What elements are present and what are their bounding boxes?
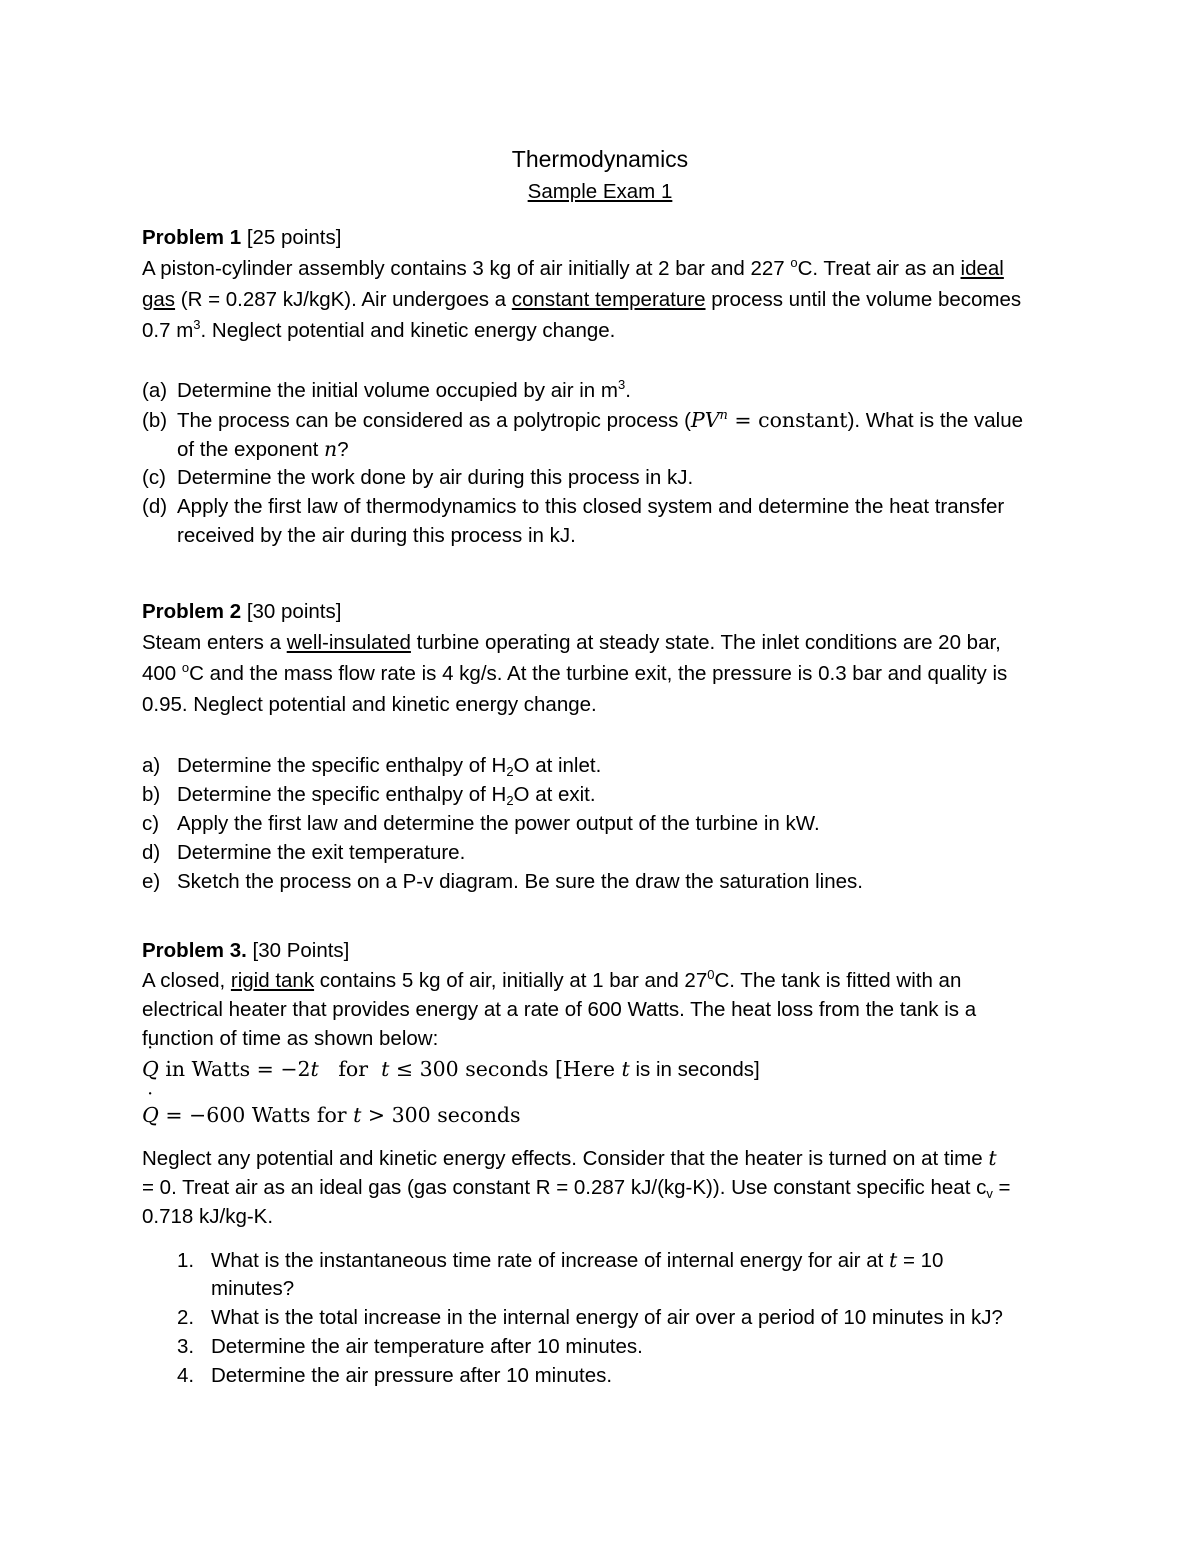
underlined-term: rigid tank	[230, 969, 315, 992]
problem2-item-c	[142, 812, 820, 836]
problem2-line3	[142, 693, 597, 717]
item-text: of the exponent	[177, 438, 325, 461]
math-t: t	[988, 1146, 997, 1170]
item-text: What is the instantaneous time rate of increase of internal energy for air at	[211, 1249, 889, 1272]
math-pv: PV	[690, 408, 720, 432]
math-q-dot: ˙ Q	[142, 1103, 159, 1127]
math-n: n	[324, 437, 338, 461]
item-label: (c)	[142, 466, 166, 489]
item-number: 1.	[177, 1249, 195, 1272]
problem2-item-e	[142, 870, 863, 894]
problem2-heading: Problem 2	[142, 600, 242, 623]
problem1-text: 0.7 m	[142, 319, 194, 342]
underlined-term: gas	[142, 288, 176, 311]
item-text: Determine the air temperature after 10 minutes.	[211, 1335, 643, 1358]
problem2-points: [30 points]	[246, 600, 342, 623]
item-text: Determine the initial volume occupied by air in m	[177, 379, 618, 402]
item-label: e)	[142, 870, 161, 893]
problem1-line1	[142, 257, 1004, 281]
superscript: 3	[617, 377, 626, 392]
problem2-line1	[142, 631, 1001, 655]
problem1-line2	[142, 288, 1021, 312]
problem1-item-c	[142, 466, 693, 490]
problem3-line4	[142, 1146, 997, 1171]
item-text: Sketch the process on a P-v diagram. Be sure the draw the saturation lines.	[177, 870, 863, 893]
item-text: Determine the specific enthalpy of H	[177, 783, 507, 806]
item-label: b)	[142, 783, 161, 806]
math-t: t	[889, 1248, 898, 1272]
math-equals-constant: = constant	[727, 408, 848, 432]
item-text: = 10	[897, 1249, 944, 1272]
problem1-item-a	[142, 379, 631, 403]
item-label: d)	[142, 841, 161, 864]
problem3-heading: Problem 3.	[142, 939, 247, 962]
problem3-text: electrical heater that provides energy at a rate of 600 Watts. The heat loss from the tank is a	[142, 998, 977, 1021]
heat-loss-equation-2	[142, 1103, 521, 1128]
problem3-line2	[142, 998, 976, 1022]
problem2-line2	[142, 662, 1007, 686]
item-text: O at inlet.	[513, 754, 602, 777]
subscript: 2	[506, 793, 514, 808]
problem1-text: process until the volume becomes	[705, 288, 1022, 311]
underlined-term: ideal	[960, 257, 1004, 280]
problem3-item-1-cont	[211, 1277, 294, 1301]
problem2-text: turbine operating at steady state. The inlet conditions are 20 bar,	[410, 631, 1001, 654]
problem3-line1	[142, 969, 961, 993]
problem2-text: 0.95. Neglect potential and kinetic energy change.	[142, 693, 597, 716]
equation-text: for	[318, 1057, 382, 1081]
item-text: The process can be considered as a polytropic process (	[177, 409, 691, 432]
item-text: O at exit.	[513, 783, 596, 806]
problem1-text: A piston-cylinder assembly contains 3 kg of air initially at 2 bar and 227	[142, 257, 791, 280]
item-text: Determine the exit temperature.	[177, 841, 466, 864]
heat-loss-equation-1	[142, 1057, 760, 1082]
item-number: 4.	[177, 1364, 195, 1387]
item-text: Determine the air pressure after 10 minutes.	[211, 1364, 613, 1387]
problem3-text: contains 5 kg of air, initially at 1 bar and 27	[314, 969, 708, 992]
problem3-text: = 0. Treat air as an ideal gas (gas constant R = 0.287 kJ/(kg-K)). Use constant specific heat c	[142, 1176, 987, 1199]
equation-text: ≤ 300 seconds [Here	[389, 1057, 622, 1081]
problem1-item-b	[142, 408, 1023, 433]
problem2-text: C and the mass flow rate is 4 kg/s. At the turbine exit, the pressure is 0.3 bar and quality is	[189, 662, 1008, 685]
math-t: t	[381, 1057, 390, 1081]
item-text: What is the total increase in the internal energy of air over a period of 10 minutes in kJ?	[211, 1306, 1003, 1329]
item-label: a)	[142, 754, 161, 777]
math-exponent: n	[719, 408, 728, 423]
problem1-line3	[142, 319, 615, 343]
document-subtitle: Sample Exam 1	[527, 180, 673, 203]
equation-text: in Watts = −	[158, 1057, 298, 1081]
equation-text: 2	[297, 1057, 311, 1081]
item-text: ). What is the value	[847, 409, 1024, 432]
item-label: (a)	[142, 379, 168, 402]
problem3-item-2	[177, 1306, 1003, 1330]
math-t: t	[621, 1057, 630, 1081]
item-label: (b)	[142, 409, 168, 432]
item-text: received by the air during this process in kJ.	[177, 524, 576, 547]
problem2-header	[142, 600, 341, 624]
degree-superscript: o	[181, 660, 190, 675]
problem2-text: Steam enters a	[142, 631, 287, 654]
item-text: Determine the specific enthalpy of H	[177, 754, 507, 777]
equation-text: = −600 Watts for	[158, 1103, 354, 1127]
problem3-item-1	[177, 1248, 943, 1273]
problem1-text: . Neglect potential and kinetic energy change.	[200, 319, 616, 342]
item-number: 2.	[177, 1306, 195, 1329]
problem1-header	[142, 226, 341, 250]
item-number: 3.	[177, 1335, 195, 1358]
item-text: ?	[337, 438, 349, 461]
item-text: minutes?	[211, 1277, 295, 1300]
math-t: t	[310, 1057, 319, 1081]
underlined-term: constant temperature	[511, 288, 706, 311]
superscript: 3	[193, 317, 201, 332]
degree-superscript: o	[790, 255, 798, 270]
equation-text: is in seconds]	[629, 1058, 760, 1081]
problem1-text: (R = 0.287 kJ/kgK). Air undergoes a	[175, 288, 512, 311]
problem1-heading: Problem 1	[142, 226, 242, 249]
problem3-text: Neglect any potential and kinetic energy effects. Consider that the heater is turned on at time	[142, 1147, 989, 1170]
problem1-points: [25 points]	[246, 226, 342, 249]
subscript: 2	[506, 764, 514, 779]
problem3-text: A closed,	[142, 969, 231, 992]
problem3-header	[142, 939, 349, 963]
item-label: c)	[142, 812, 160, 835]
problem3-item-3	[177, 1335, 643, 1359]
problem2-item-d	[142, 841, 465, 865]
problem3-text: C. The tank is fitted with an	[714, 969, 962, 992]
item-text: Apply the first law of thermodynamics to this closed system and determine the heat transfer	[177, 495, 1005, 518]
problem1-text: C. Treat air as an	[797, 257, 961, 280]
problem3-points: [30 Points]	[252, 939, 350, 962]
degree-superscript: 0	[707, 967, 715, 982]
problem2-text: 400	[142, 662, 182, 685]
problem3-item-4	[177, 1364, 612, 1388]
math-q-dot: ˙ Q	[142, 1057, 159, 1081]
problem1-item-d	[142, 495, 1004, 519]
item-label: (d)	[142, 495, 168, 518]
problem3-line3	[142, 1027, 438, 1051]
problem3-line5	[142, 1176, 1011, 1200]
subscript: v	[986, 1186, 993, 1201]
problem2-item-b	[142, 783, 596, 807]
item-text: Apply the first law and determine the power output of the turbine in kW.	[177, 812, 820, 835]
item-text: .	[625, 379, 631, 402]
math-t: t	[353, 1103, 362, 1127]
item-text: Determine the work done by air during this process in kJ.	[177, 466, 694, 489]
problem3-line6	[142, 1205, 273, 1229]
underlined-term: well-insulated	[286, 631, 411, 654]
problem3-text: 0.718 kJ/kg-K.	[142, 1205, 274, 1228]
equation-text: > 300 seconds	[361, 1103, 521, 1127]
problem1-item-d-cont	[177, 524, 576, 548]
problem3-text: function of time as shown below:	[142, 1027, 439, 1050]
problem3-text: =	[992, 1176, 1011, 1199]
problem2-item-a	[142, 754, 601, 778]
problem1-item-b-cont	[177, 437, 349, 462]
document-title: Thermodynamics	[511, 146, 689, 172]
